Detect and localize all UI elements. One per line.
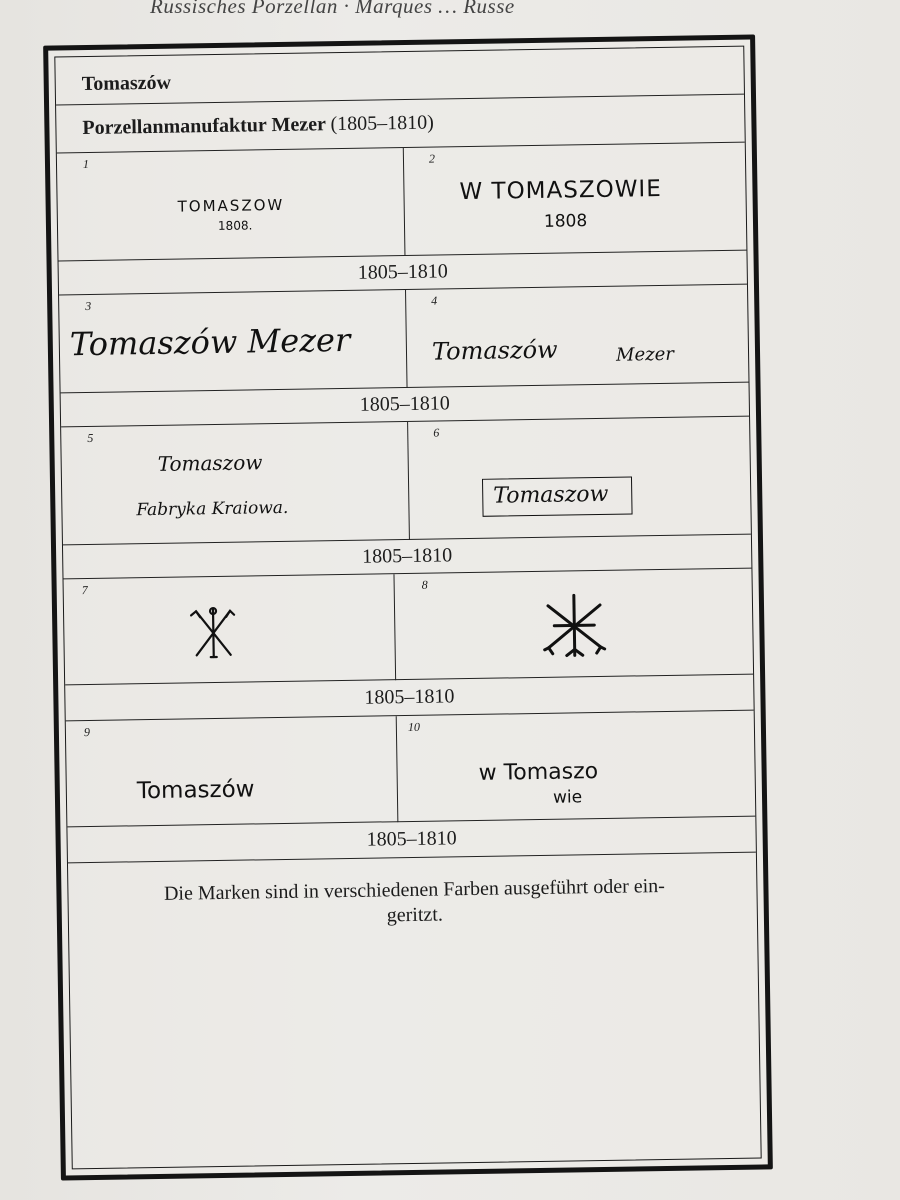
date-label: 1805–1810: [364, 685, 455, 709]
place-title: Tomaszów: [81, 71, 172, 96]
column-divider: [393, 574, 396, 680]
mark-6-text: Tomaszow: [493, 481, 609, 509]
mark-10-line1: w Tomaszo: [478, 759, 599, 786]
column-divider: [405, 290, 408, 388]
mark-9-text: Tomaszów: [136, 776, 255, 805]
date-label: 1805–1810: [359, 392, 450, 416]
mark-number: 7: [81, 583, 88, 598]
footer-line-2: geritzt.: [386, 903, 444, 927]
manufactory-title: [82, 112, 434, 141]
mark-1-line1: TOMASZOW: [177, 195, 285, 216]
marks-row-3: [61, 417, 751, 546]
mark-number: 10: [407, 719, 420, 735]
mark-6-frame: [482, 476, 633, 516]
crossed-arrows-icon: [188, 603, 239, 664]
date-label: 1805–1810: [357, 260, 448, 284]
mark-1-line2: 1808.: [217, 218, 253, 233]
mark-2-line2: 1808: [543, 211, 588, 232]
marks-table: [54, 46, 761, 1170]
mark-4-text-b: Mezer: [615, 343, 675, 366]
mark-3-signature: Tomaszów Mezer: [69, 320, 351, 364]
marks-row-2: [59, 285, 748, 394]
mark-number: 9: [83, 725, 91, 740]
mark-number: 3: [85, 298, 92, 314]
date-label: 1805–1810: [362, 544, 453, 568]
marks-row-5: [66, 711, 756, 828]
mark-number: 1: [82, 156, 90, 172]
mark-number: 4: [431, 293, 438, 308]
mark-5-line2: Fabryka Kraiowa.: [136, 497, 289, 521]
mark-5-line1: Tomaszow: [157, 450, 263, 476]
column-divider: [396, 716, 399, 822]
running-head: Russisches Porzellan · Marques … Russe: [150, 0, 515, 18]
mark-number: 8: [421, 577, 428, 592]
mark-number: 2: [428, 151, 436, 166]
column-divider: [407, 422, 410, 540]
mark-2-line1: W TOMASZOWIE: [459, 175, 662, 206]
mark-4-text-a: Tomaszów: [431, 335, 558, 366]
manufactory-dates: (1805–1810): [330, 111, 434, 136]
mark-number: 5: [87, 430, 94, 446]
asterisk-star-icon: [542, 591, 607, 660]
manufactory-name: Porzellanmanufaktur Mezer: [82, 113, 326, 140]
marks-row-4: [64, 569, 754, 686]
footer-line-1: Die Marken sind in verschiedenen Farben ausgeführt oder ein-: [163, 875, 666, 905]
date-label: 1805–1810: [366, 827, 457, 851]
column-divider: [403, 148, 406, 256]
marks-table-frame: [43, 34, 773, 1180]
mark-number: 6: [433, 425, 440, 440]
marks-row-1: [57, 143, 747, 262]
mark-10-line2: wie: [552, 787, 583, 808]
footer-note: [92, 873, 737, 933]
